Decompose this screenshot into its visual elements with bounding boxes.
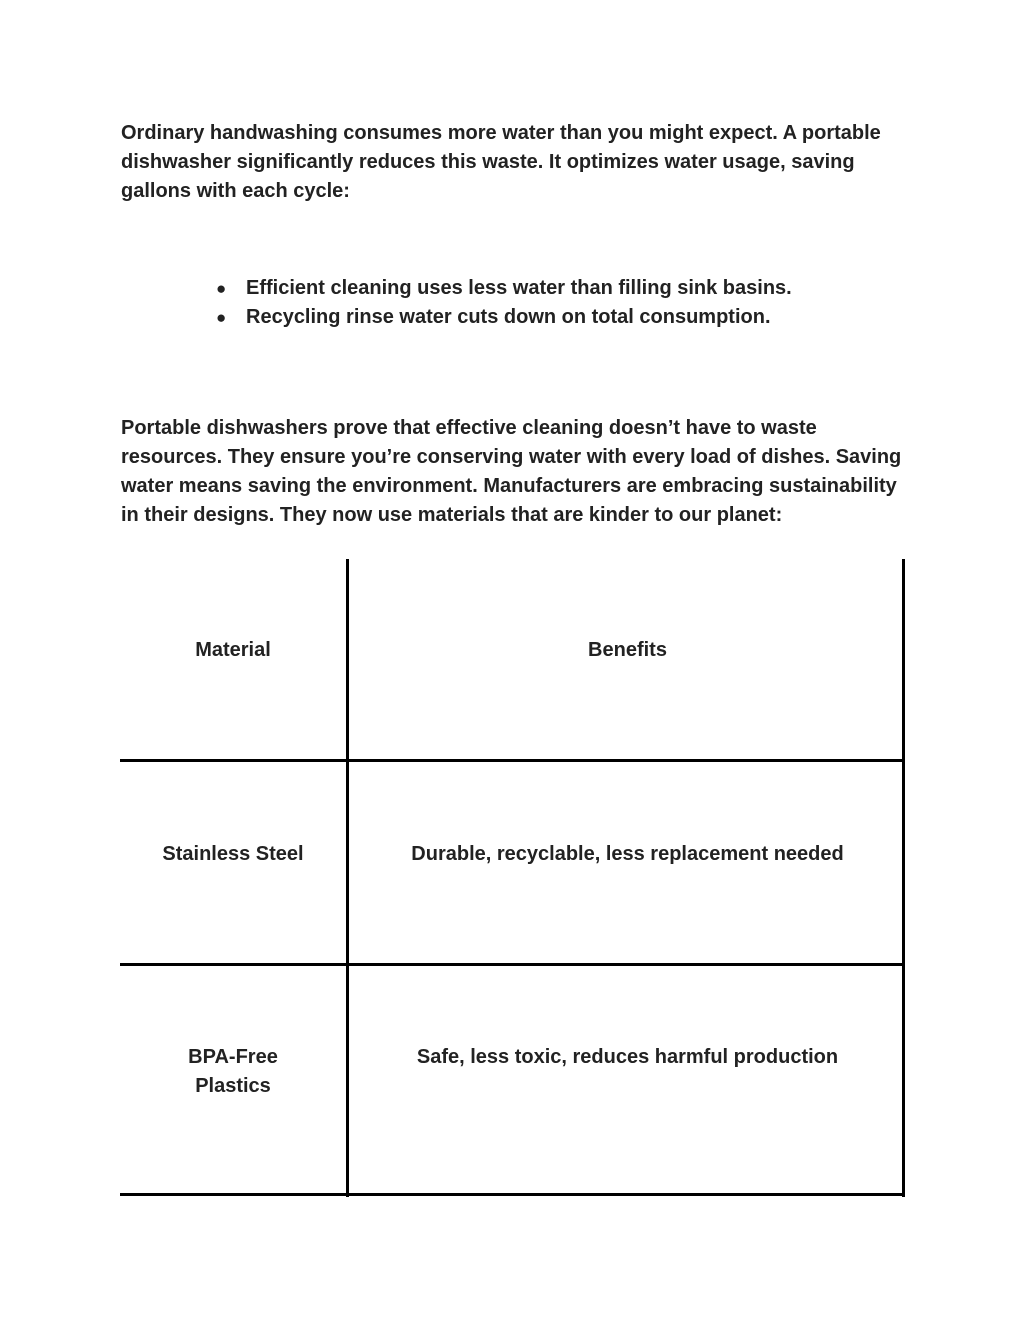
intro-paragraph: Ordinary handwashing consumes more water than you might expect. A portable dishwasher significantly reduces this waste. It optimizes water usage, saving gallons with each cycle: — [121, 122, 881, 202]
table-header-material: Material — [195, 639, 271, 661]
materials-table — [120, 559, 905, 1197]
table-bottom-border — [120, 1193, 905, 1196]
materials-paragraph: Portable dishwashers prove that effective cleaning doesn’t have to waste resources. They ensure you’re conserving water with every load of dishes. Saving water means saving the environment. Manufacturers are embracing sustainability in their designs. They now use materials that are kinder to our planet: — [121, 417, 902, 526]
table-cell-material: BPA-Free Plastics — [188, 1046, 278, 1097]
table-cell-benefits: Safe, less toxic, reduces harmful production — [416, 1046, 839, 1068]
bullet-icon: ● — [216, 308, 227, 327]
table-cell-benefits: Durable, recyclable, less replacement needed — [411, 843, 844, 865]
table-header-benefits: Benefits — [588, 639, 667, 661]
list-item-text: Recycling rinse water cuts down on total consumption. — [246, 306, 771, 328]
table-cell-material: Stainless Steel — [162, 843, 304, 865]
row-divider — [120, 759, 905, 762]
row-divider — [120, 963, 905, 966]
column-divider — [346, 559, 349, 1197]
bullet-icon: ● — [216, 279, 227, 298]
list-item — [216, 274, 792, 303]
list-item-text: Efficient cleaning uses less water than filling sink basins. — [246, 277, 792, 299]
list-item — [216, 303, 792, 332]
water-saving-bullet-list — [216, 274, 792, 332]
